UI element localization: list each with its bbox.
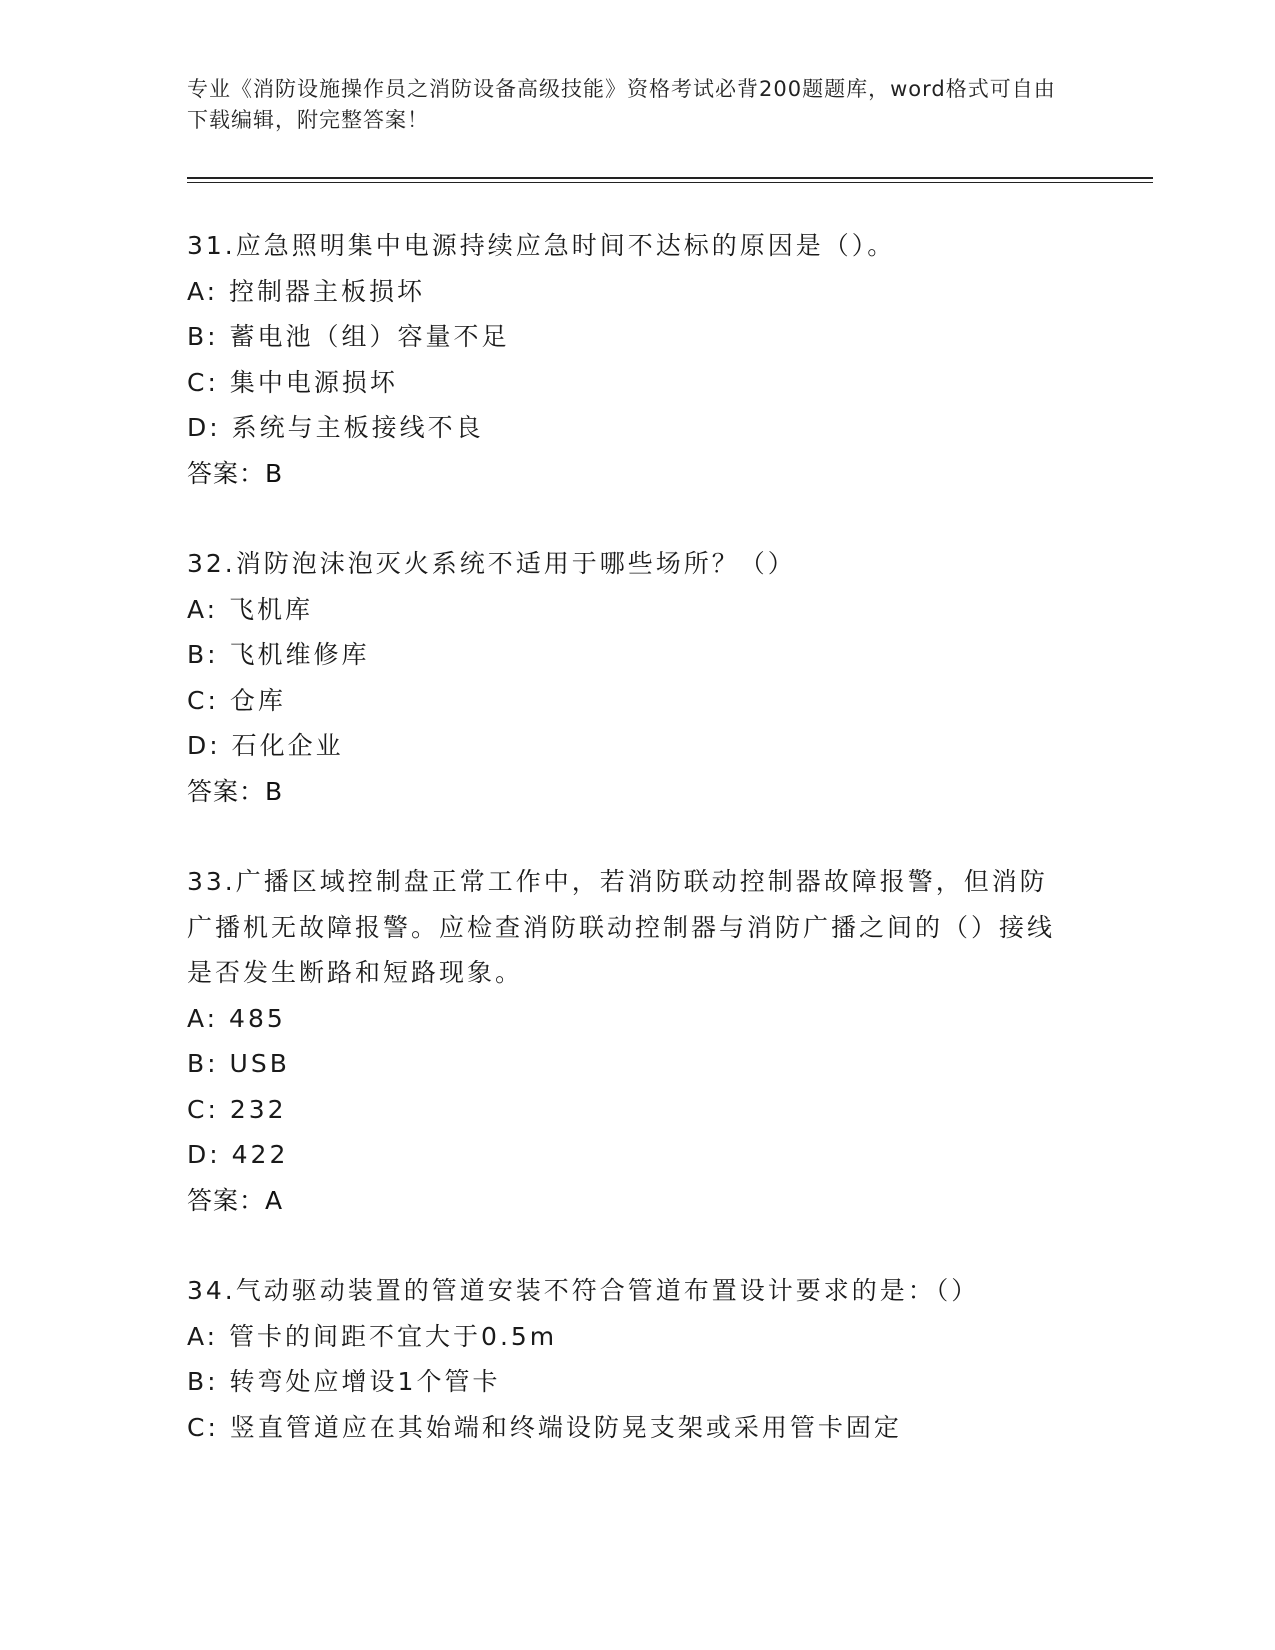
option-label: B: — [187, 322, 219, 351]
question-text: 消防泡沫泡灭火系统不适用于哪些场所？（） — [235, 549, 796, 578]
option-label: C: — [187, 1094, 219, 1124]
option-b — [187, 1359, 1087, 1405]
question-31 — [187, 223, 1087, 496]
option-d — [187, 723, 1087, 769]
option-b — [187, 314, 1087, 360]
option-text: 系统与主板接线不良 — [231, 413, 484, 442]
option-label: D: — [187, 1140, 221, 1169]
option-text: 控制器主板损坏 — [229, 276, 426, 306]
option-c — [187, 678, 1087, 724]
document-header — [187, 74, 1067, 136]
option-c — [187, 360, 1087, 406]
question-stem — [187, 541, 1087, 587]
question-number: 31. — [187, 231, 236, 260]
option-text: 飞机库 — [229, 594, 314, 624]
option-d — [187, 1132, 1067, 1178]
question-number: 33. — [187, 867, 236, 896]
option-a — [187, 996, 1067, 1042]
question-stem — [187, 1268, 1087, 1314]
option-label: A: — [187, 594, 219, 624]
question-text: 应急照明集中电源持续应急时间不达标的原因是（）。 — [235, 231, 896, 260]
option-text: 422 — [231, 1140, 289, 1169]
header-divider-thick — [187, 177, 1153, 179]
question-text: 气动驱动装置的管道安装不符合管道布置设计要求的是：（） — [235, 1276, 980, 1305]
option-label: C: — [187, 1412, 219, 1442]
option-text: 竖直管道应在其始端和终端设防晃支架或采用管卡固定 — [229, 1412, 902, 1442]
question-stem — [187, 223, 1087, 269]
option-text: USB — [229, 1049, 290, 1078]
option-label: C: — [187, 685, 219, 715]
option-b — [187, 632, 1087, 678]
question-number: 32. — [187, 549, 236, 578]
option-label: D: — [187, 731, 221, 760]
option-label: A: — [187, 276, 219, 306]
option-label: A: — [187, 1321, 219, 1351]
option-text: 仓库 — [229, 685, 286, 715]
answer-line: 答案：A — [187, 1185, 284, 1215]
header-divider-thin — [187, 182, 1153, 183]
question-number: 34. — [187, 1276, 236, 1305]
option-text: 管卡的间距不宜大于0.5m — [229, 1321, 558, 1351]
question-32 — [187, 541, 1087, 814]
question-34 — [187, 1268, 1087, 1450]
question-stem — [187, 859, 1067, 996]
option-label: B: — [187, 1049, 219, 1078]
option-c — [187, 1087, 1067, 1133]
option-a — [187, 587, 1087, 633]
option-text: 飞机维修库 — [229, 640, 370, 669]
option-label: B: — [187, 1367, 219, 1396]
option-text: 石化企业 — [231, 731, 344, 760]
option-label: D: — [187, 413, 221, 442]
option-text: 232 — [229, 1094, 287, 1124]
option-label: A: — [187, 1003, 219, 1033]
option-text: 485 — [229, 1003, 286, 1033]
option-b — [187, 1041, 1067, 1087]
option-c — [187, 1405, 1087, 1451]
option-text: 集中电源损坏 — [229, 367, 398, 397]
answer-line: 答案：B — [187, 776, 284, 806]
answer-line: 答案：B — [187, 458, 284, 488]
question-33 — [187, 859, 1067, 1223]
option-text: 转弯处应增设1个管卡 — [229, 1367, 501, 1396]
option-d — [187, 405, 1087, 451]
option-label: C: — [187, 367, 219, 397]
header-text: 专业《消防设施操作员之消防设备高级技能》资格考试必背200题题库，word格式可自由下载编辑，附完整答案！ — [187, 77, 1056, 132]
option-label: B: — [187, 640, 219, 669]
option-a — [187, 1314, 1087, 1360]
option-text: 蓄电池（组）容量不足 — [229, 322, 510, 351]
option-a — [187, 269, 1087, 315]
question-text: 广播区域控制盘正常工作中，若消防联动控制器故障报警，但消防广播机无故障报警。应检查消防联动控制器与消防广播之间的（）接线是否发生断路和短路现象。 — [187, 867, 1056, 987]
